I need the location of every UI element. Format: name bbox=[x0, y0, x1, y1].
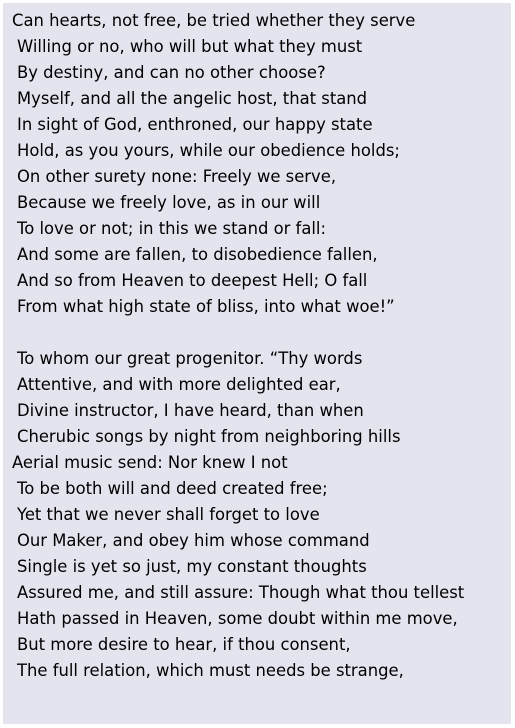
poem-line: Hold, as you yours, while our obedience holds; bbox=[17, 141, 400, 160]
poem-line: Myself, and all the angelic host, that stand bbox=[17, 89, 368, 108]
poem-line: Can hearts, not free, be tried whether they serve bbox=[12, 11, 416, 30]
poem-line: On other surety none: Freely we serve, bbox=[17, 167, 337, 186]
poem-line: To whom our great progenitor. “Thy words bbox=[17, 349, 363, 368]
poem-line: Hath passed in Heaven, some doubt within me move, bbox=[17, 609, 458, 628]
poem-line: And some are fallen, to disobedience fallen, bbox=[17, 245, 378, 264]
stanza-break bbox=[3, 320, 464, 346]
poem-line: Willing or no, who will but what they must bbox=[17, 37, 363, 56]
poem-line: To love or not; in this we stand or fall: bbox=[17, 219, 326, 238]
poem-line: The full relation, which must needs be strange, bbox=[17, 661, 404, 680]
poem-line: Assured me, and still assure: Though what thou tellest bbox=[17, 583, 465, 602]
poem-line: Divine instructor, I have heard, than when bbox=[17, 401, 364, 420]
poem-line: And so from Heaven to deepest Hell; O fall bbox=[17, 271, 368, 290]
poem-text bbox=[3, 8, 464, 684]
poem-line: Single is yet so just, my constant thoughts bbox=[17, 557, 367, 576]
poem-line: Our Maker, and obey him whose command bbox=[17, 531, 370, 550]
poem-line: But more desire to hear, if thou consent, bbox=[17, 635, 351, 654]
poem-line: By destiny, and can no other choose? bbox=[17, 63, 326, 82]
poem-line: Cherubic songs by night from neighboring hills bbox=[17, 427, 401, 446]
poem-line: To be both will and deed created free; bbox=[17, 479, 328, 498]
poem-line: Yet that we never shall forget to love bbox=[17, 505, 320, 524]
poem-line: Because we freely love, as in our will bbox=[17, 193, 321, 212]
poem-line: Aerial music send: Nor knew I not bbox=[12, 453, 288, 472]
poem-line: From what high state of bliss, into what woe!” bbox=[17, 297, 395, 316]
poem-line: Attentive, and with more delighted ear, bbox=[17, 375, 341, 394]
text-panel bbox=[3, 3, 511, 724]
poem-line: In sight of God, enthroned, our happy state bbox=[17, 115, 373, 134]
